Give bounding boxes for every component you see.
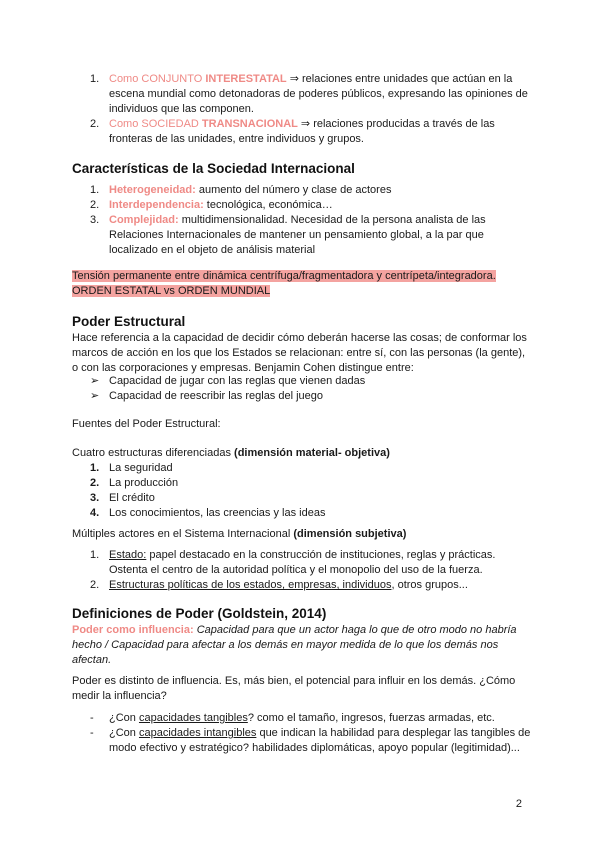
list-number: 3. (90, 214, 100, 226)
actores-list (72, 548, 532, 593)
list-item (72, 578, 532, 593)
definiciones-heading: Definiciones de Poder (Goldstein, 2014) (72, 606, 327, 621)
list-item (72, 374, 532, 389)
fuentes-label: Fuentes del Poder Estructural: (72, 418, 221, 430)
item-lead: Como SOCIEDAD (109, 118, 202, 130)
list-number: 1. (90, 73, 100, 85)
page-number: 2 (515, 798, 522, 810)
list-number: 4. (90, 507, 100, 519)
item-text: ¿Con (109, 712, 139, 724)
list-item (72, 461, 532, 476)
item-text: La seguridad (109, 462, 173, 474)
item-term: Complejidad: (109, 214, 179, 226)
item-underlined: Estructuras políticas de los estados, empresas, individuos (109, 579, 392, 591)
list-item (72, 491, 532, 506)
item-text: papel destacado en la construcción de instituciones, reglas y prácticas. Ostenta el centro de la autoridad política y el monopolio del uso de la fuerza. (109, 549, 496, 576)
dash-bullet: - (90, 712, 94, 724)
caracteristicas-heading: Características de la Sociedad Internacional (72, 161, 355, 176)
list-number: 2. (90, 199, 100, 211)
item-underlined: Estado: (109, 549, 147, 561)
cuatro-bold: (dimensión material- objetiva) (234, 447, 390, 459)
list-item (72, 117, 532, 147)
list-item (72, 183, 532, 198)
item-text: La producción (109, 477, 179, 489)
list-item (72, 476, 532, 491)
item-text: que indican la habilidad para desplegar las tangibles de modo efectivo y estratégico? habilidades diplomáticas, apoyo popular (legitimidad)... (109, 727, 531, 754)
def-term: Poder como influencia: (72, 624, 194, 636)
item-text: ⇒ relaciones producidas a través de las fronteras de las unidades, entre individuos y grupos. (109, 118, 495, 145)
poder-influencia-def (72, 623, 532, 668)
item-text: , otros grupos... (391, 579, 468, 591)
item-lead: Como CONJUNTO (109, 73, 206, 85)
list-item (72, 213, 532, 258)
poder-estructural-heading: Poder Estructural (72, 314, 186, 329)
item-text: ¿Con (109, 727, 139, 739)
item-underlined: capacidades tangibles (138, 712, 248, 724)
item-text: ⇒ relaciones entre unidades que actúan en la escena mundial como detonadoras de poderes públicos, expresando las opiniones de individuos que las componen. (109, 73, 528, 115)
tension-line-1: Tensión permanente entre dinámica centrífuga/fragmentadora y centrípeta/integradora. (72, 270, 496, 282)
dash-bullet: - (90, 727, 94, 739)
cohen-bullets (72, 374, 532, 404)
multiples-bold: (dimensión subjetiva) (293, 528, 407, 540)
def-text: Capacidad para que un actor haga lo que de otro modo no habría hecho / Capacidad para afectar a los demás en mayor medida de lo que los demás nos afectan. (72, 624, 517, 666)
arrow-bullet-icon: ➢ (90, 375, 100, 387)
cuatro-estructuras-line (72, 446, 390, 461)
list-item (72, 711, 532, 726)
multiples-actores-line (72, 527, 406, 542)
list-number: 3. (90, 492, 100, 504)
arrow-bullet-icon: ➢ (90, 390, 100, 402)
list-number: 2. (90, 477, 100, 489)
item-text: aumento del número y clase de actores (195, 184, 392, 196)
multiples-lead: Múltiples actores en el Sistema Internacional (72, 528, 294, 540)
tension-highlight (72, 269, 496, 299)
list-item (72, 726, 532, 756)
item-text: multidimensionalidad. Necesidad de la persona analista de las Relaciones Internacionales de mantener un pensamiento global, a la par que localizado en el objeto de análisis material (109, 214, 486, 256)
medir-list (72, 711, 532, 756)
distinto-paragraph: Poder es distinto de influencia. Es, más bien, el potencial para influir en los demás. ¿Cómo medir la influencia? (72, 675, 516, 702)
item-term: Interdependencia: (109, 199, 204, 211)
item-text: Los conocimientos, las creencias y las ideas (109, 507, 326, 519)
item-term: Heterogeneidad: (109, 184, 196, 196)
list-item (72, 506, 532, 521)
item-text: Capacidad de reescribir las reglas del juego (109, 390, 324, 402)
list-number: 2. (90, 118, 100, 130)
item-text: Capacidad de jugar con las reglas que vienen dadas (109, 375, 366, 387)
list-number: 1. (90, 184, 100, 196)
sociedad-list (72, 72, 532, 147)
item-bold-term: TRANSNACIONAL (201, 118, 298, 130)
item-text: tecnológica, económica… (203, 199, 333, 211)
cuatro-lead: Cuatro estructuras diferenciadas (72, 447, 235, 459)
item-text: El crédito (109, 492, 155, 504)
item-bold-term: INTERESTATAL (205, 73, 287, 85)
list-number: 1. (90, 462, 100, 474)
list-number: 1. (90, 549, 100, 561)
list-item (72, 198, 532, 213)
poder-estructural-intro: Hace referencia a la capacidad de decidir cómo deberán hacerse las cosas; de conformar los marcos de acción en los que los Estados se relacionan: entre sí, con las personas (la gente), o con las corporaciones y empresas. Benjamin Cohen distingue entre: (72, 332, 527, 374)
list-item (72, 72, 532, 117)
caracteristicas-list (72, 183, 532, 258)
list-item (72, 548, 532, 578)
tension-line-2: ORDEN ESTATAL vs ORDEN MUNDIAL (72, 285, 271, 297)
list-item (72, 389, 532, 404)
item-underlined: capacidades intangibles (138, 727, 257, 739)
item-text: ? como el tamaño, ingresos, fuerzas armadas, etc. (247, 712, 495, 724)
estructuras-list (72, 461, 532, 521)
list-number: 2. (90, 579, 100, 591)
